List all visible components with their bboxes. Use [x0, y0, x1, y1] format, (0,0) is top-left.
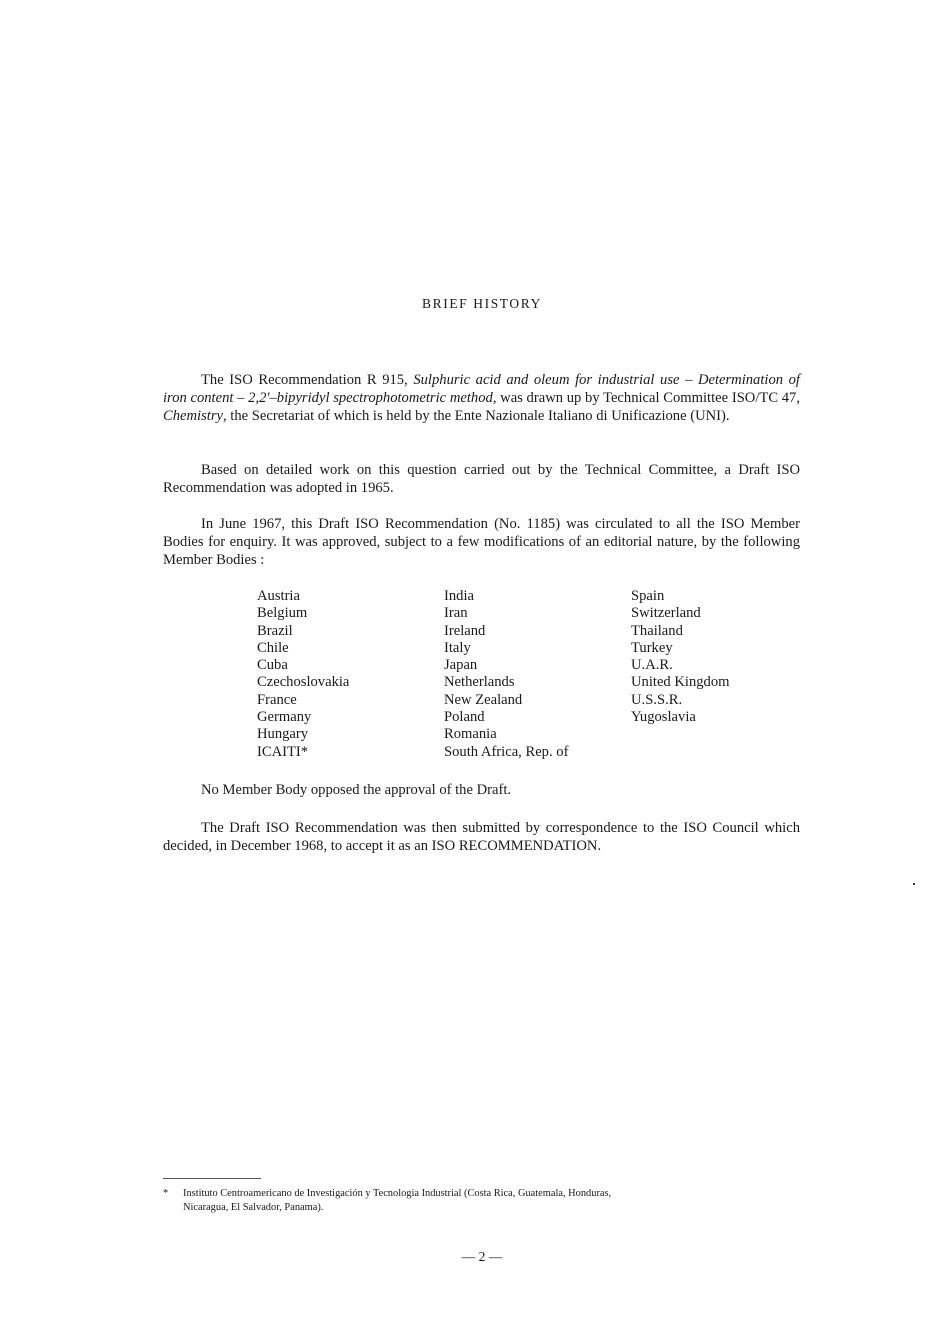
member-body: Thailand: [631, 622, 683, 639]
member-body: Poland: [444, 709, 485, 726]
member-body: Germany: [257, 709, 312, 726]
footnote-mark: *: [163, 1188, 169, 1199]
paragraph-no-opposition: No Member Body opposed the approval of the Draft.: [201, 782, 512, 798]
footnote: [163, 1187, 800, 1215]
member-body: United Kingdom: [631, 674, 730, 691]
member-bodies-column-3: [631, 588, 730, 726]
footnote-line-1: Instituto Centroamericano de Investigación y Tecnologia Industrial (Costa Rica, Guatemala, Honduras,: [183, 1188, 612, 1199]
member-body: Brazil: [257, 622, 293, 639]
page-number: — 2 —: [461, 1249, 503, 1264]
member-bodies-column-1: [257, 588, 349, 761]
member-body: U.S.S.R.: [631, 691, 683, 708]
member-body: Turkey: [631, 639, 673, 656]
member-body: U.A.R.: [631, 657, 673, 674]
footnote-divider: [163, 1178, 261, 1179]
member-body: Iran: [444, 605, 468, 622]
footnote-line-2: Nicaragua, El Salvador, Panama).: [183, 1202, 324, 1213]
member-body: Hungary: [257, 726, 309, 743]
member-body: Cuba: [257, 657, 288, 674]
member-body: South Africa, Rep. of: [444, 743, 569, 760]
member-body: ICAITI*: [257, 743, 309, 760]
origin-text-3: , the Secretariat of which is held by the Ente Nazionale Italiano di Unificazione (UNI).: [223, 408, 730, 424]
member-body: Italy: [444, 639, 471, 656]
origin-text-2: , was drawn up by Technical Committee ISO/TC 47,: [492, 390, 800, 406]
member-body: Chile: [257, 639, 289, 656]
member-body: Austria: [257, 588, 300, 604]
member-body: France: [257, 691, 297, 708]
member-body: Belgium: [257, 605, 308, 622]
origin-text-1: The ISO Recommendation R 915,: [201, 372, 414, 388]
member-body: Yugoslavia: [631, 709, 696, 726]
member-body: New Zealand: [444, 691, 523, 708]
member-body: Spain: [631, 588, 665, 604]
member-body: Romania: [444, 726, 497, 743]
member-body: India: [444, 588, 474, 604]
scan-speck: [913, 883, 915, 885]
member-body: Netherlands: [444, 674, 515, 691]
member-body: Czechoslovakia: [257, 674, 350, 691]
member-body: Switzerland: [631, 605, 701, 622]
page-heading: BRIEF HISTORY: [422, 296, 542, 311]
member-bodies-column-2: [444, 588, 568, 761]
member-body: Japan: [444, 657, 478, 674]
paragraph-adoption: Based on detailed work on this question carried out by the Technical Committee, a Draft ISO Recommendation was adopted in 1965.: [163, 462, 800, 496]
committee-name: Chemistry: [163, 408, 223, 424]
paragraph-council-decision: The Draft ISO Recommendation was then submitted by correspondence to the ISO Council which decided, in December 1968, to accept it as an ISO RECOMMENDATION.: [163, 820, 800, 854]
member-body: Ireland: [444, 622, 486, 639]
paragraph-enquiry: In June 1967, this Draft ISO Recommendation (No. 1185) was circulated to all the ISO Member Bodies for enquiry. It was approved, subject to a few modifications of an editorial nature, by the following Member Bodies :: [163, 516, 800, 568]
standard-title: Sulphuric acid and oleum for industrial use – Determination of iron content – 2,2'–bipyridyl spectrophotometric method: [163, 372, 800, 406]
paragraph-origin: [163, 371, 800, 425]
